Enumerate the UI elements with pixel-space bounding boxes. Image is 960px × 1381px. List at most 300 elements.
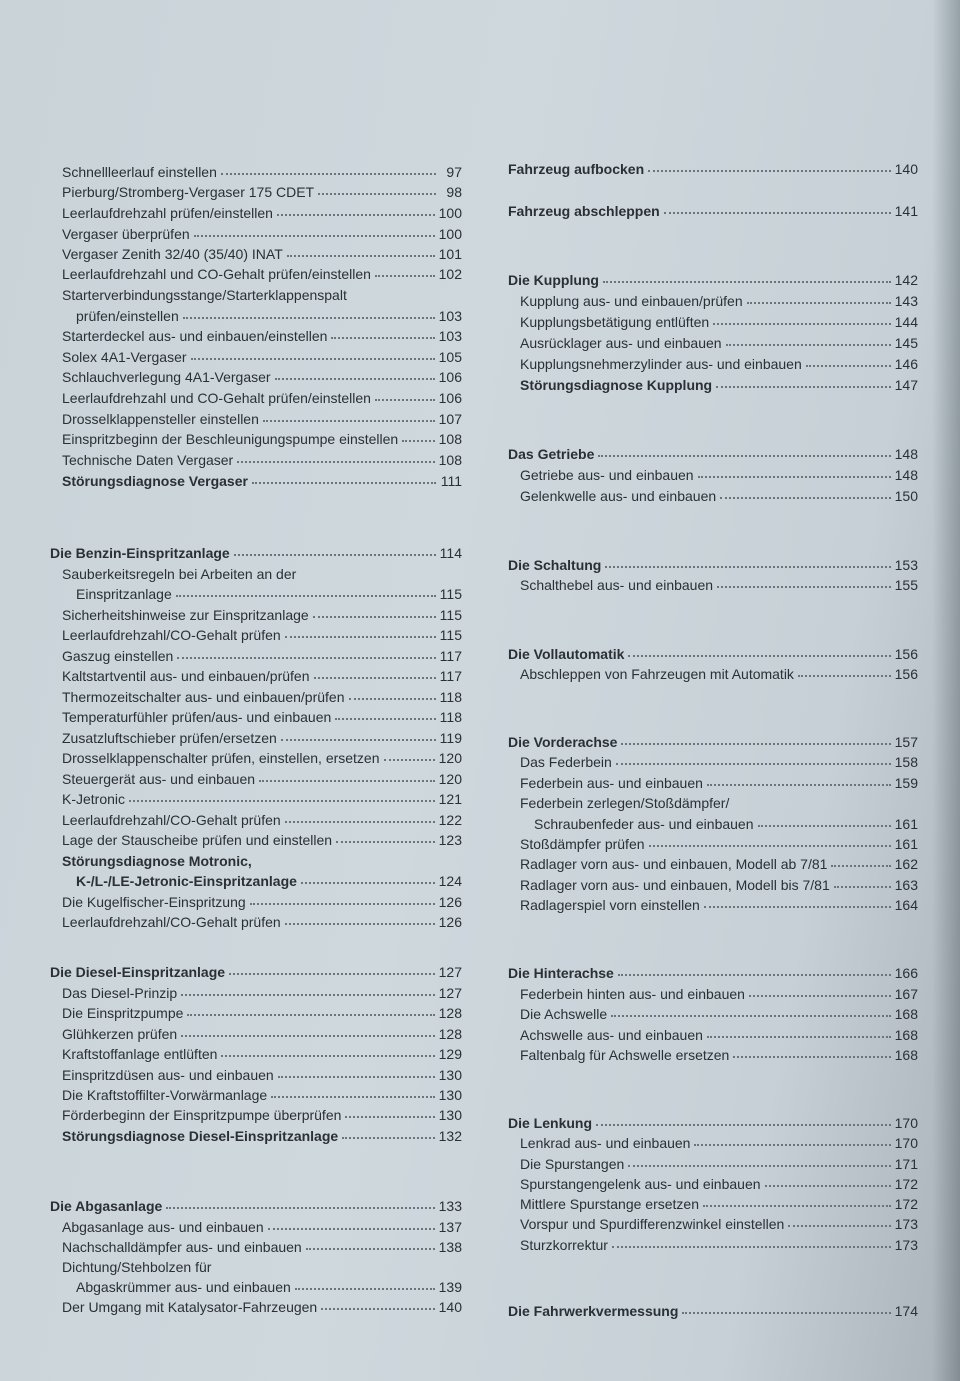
- dot-leader: [716, 375, 891, 388]
- dot-leader: [384, 748, 435, 761]
- toc-page-number: 161: [894, 836, 918, 852]
- toc-page-number: 145: [894, 335, 918, 351]
- dot-leader: [183, 306, 435, 319]
- dot-leader: [375, 264, 435, 277]
- toc-entry-title: Leerlaufdrehzahl/CO-Gehalt prüfen: [62, 812, 281, 828]
- toc-entry-title: Vorspur und Spurdifferenzwinkel einstellen: [520, 1216, 785, 1232]
- toc-page-number: 170: [894, 1135, 918, 1151]
- dot-leader: [402, 429, 434, 442]
- dot-leader: [648, 159, 891, 172]
- toc-entry: [50, 327, 462, 345]
- toc-page-number: 102: [438, 266, 462, 282]
- toc-page-number: 115: [439, 586, 462, 602]
- toc-page-number: 124: [438, 873, 462, 889]
- toc-entry-title: Schraubenfeder aus- und einbauen: [534, 816, 754, 832]
- toc-page-number: 130: [438, 1067, 462, 1083]
- toc-entry: [50, 585, 462, 603]
- toc-entry: [50, 852, 462, 870]
- toc-entry: [508, 753, 918, 771]
- toc-entry: [50, 410, 462, 428]
- toc-page-number: 172: [894, 1176, 918, 1192]
- dot-leader: [713, 312, 890, 325]
- toc-entry-title: Die Kraftstoffilter-Vorwärmanlage: [62, 1087, 268, 1103]
- toc-entry: [50, 667, 462, 685]
- toc-entry: [508, 1175, 918, 1193]
- toc-page-number: 118: [439, 689, 462, 705]
- toc-entry: [50, 1127, 462, 1145]
- toc-entry: [50, 204, 462, 222]
- toc-entry-title: Federbein aus- und einbauen: [520, 775, 703, 791]
- toc-entry: [50, 606, 462, 624]
- toc-entry-title: Radlager vorn aus- und einbauen, Modell ab 7/81: [520, 856, 828, 872]
- toc-page-number: 111: [440, 473, 462, 489]
- toc-entry: [50, 913, 462, 931]
- toc-entry-title: Leerlaufdrehzahl und CO-Gehalt prüfen/einstellen: [62, 266, 371, 282]
- toc-page-number: 172: [894, 1196, 918, 1212]
- toc-entry-title: Stoßdämpfer prüfen: [520, 836, 645, 852]
- dot-leader: [314, 666, 436, 679]
- toc-entry-title: Störungsdiagnose Vergaser: [62, 473, 248, 489]
- toc-page-number: 114: [439, 545, 462, 561]
- toc-page-number: 156: [894, 666, 918, 682]
- toc-page-number: 168: [894, 1027, 918, 1043]
- toc-entry: [50, 1045, 462, 1063]
- toc-page-number: 115: [439, 627, 462, 643]
- toc-entry: [50, 1086, 462, 1104]
- toc-entry-title: Kupplungsnehmerzylinder aus- und einbauen: [520, 356, 802, 372]
- dot-leader: [733, 1045, 890, 1058]
- toc-entry: [50, 472, 462, 490]
- toc-entry-title: Die Achswelle: [520, 1006, 608, 1022]
- toc-page-number: 166: [894, 965, 918, 981]
- dot-leader: [628, 644, 890, 657]
- toc-entry: [50, 831, 462, 849]
- toc-entry: [508, 466, 918, 484]
- toc-entry-title: Federbein zerlegen/Stoßdämpfer/: [520, 795, 730, 811]
- dot-leader: [176, 584, 436, 597]
- toc-entry: [50, 183, 462, 201]
- dot-leader: [271, 1085, 434, 1098]
- toc-entry: [508, 665, 918, 683]
- dot-leader: [717, 575, 891, 588]
- toc-entry: [50, 626, 462, 644]
- toc-page-number: 156: [894, 646, 918, 662]
- dot-leader: [616, 752, 891, 765]
- toc-entry-title: Einspritzdüsen aus- und einbauen: [62, 1067, 274, 1083]
- toc-page-number: 159: [894, 775, 918, 791]
- toc-page-number: 142: [894, 272, 918, 288]
- toc-entry-title: Pierburg/Stromberg-Vergaser 175 CDET: [62, 184, 315, 200]
- dot-leader: [758, 814, 891, 827]
- toc-page-number: 167: [894, 986, 918, 1002]
- toc-page-number: 150: [894, 488, 918, 504]
- toc-page-number: 115: [439, 607, 462, 623]
- toc-page-number: 143: [894, 293, 918, 309]
- toc-entry-title: Einspritzbeginn der Beschleunigungspumpe einstellen: [62, 431, 399, 447]
- toc-entry-title: Faltenbalg für Achswelle ersetzen: [520, 1047, 730, 1063]
- toc-entry: [50, 1298, 462, 1316]
- toc-page-number: 129: [438, 1046, 462, 1062]
- toc-page-number: 100: [438, 205, 462, 221]
- toc-entry-title: Vergaser überprüfen: [62, 226, 190, 242]
- toc-entry: [50, 708, 462, 726]
- dot-leader: [187, 1003, 434, 1016]
- dot-leader: [331, 326, 434, 339]
- dot-leader: [628, 1154, 890, 1167]
- toc-entry-title: Das Diesel-Prinzip: [62, 985, 178, 1001]
- toc-entry: [508, 1236, 918, 1254]
- toc-entry: [508, 855, 918, 873]
- toc-entry-title: Technische Daten Vergaser: [62, 452, 234, 468]
- dot-leader: [166, 1196, 434, 1209]
- dot-leader: [682, 1301, 890, 1314]
- toc-entry-title: Störungsdiagnose Kupplung: [520, 377, 713, 393]
- toc-entry: [50, 368, 462, 386]
- toc-page-number: 157: [894, 734, 918, 750]
- toc-entry-title: Kaltstartventil aus- und einbauen/prüfen: [62, 668, 310, 684]
- dot-leader: [259, 769, 435, 782]
- toc-page-number: 147: [894, 377, 918, 393]
- toc-page-number: 107: [438, 411, 462, 427]
- toc-page-number: 103: [438, 308, 462, 324]
- toc-entry-title: Dichtung/Stehbolzen für: [62, 1259, 212, 1275]
- toc-entry-title: Drosselklappenschalter prüfen, einstellen, ersetzen: [62, 750, 380, 766]
- dot-leader: [698, 465, 891, 478]
- toc-page-number: 121: [438, 791, 462, 807]
- dot-leader: [275, 367, 435, 380]
- toc-page-number: 103: [438, 328, 462, 344]
- toc-entry: [50, 389, 462, 407]
- toc-entry-title: Steuergerät aus- und einbauen: [62, 771, 256, 787]
- toc-page-number: 163: [894, 877, 918, 893]
- toc-entry-title: Förderbeginn der Einspritzpumpe überprüfen: [62, 1107, 342, 1123]
- toc-page-number: 127: [438, 985, 462, 1001]
- toc-entry: [50, 893, 462, 911]
- toc-entry-title: Mittlere Spurstange ersetzen: [520, 1196, 699, 1212]
- toc-entry-title: Schnellleerlauf einstellen: [62, 164, 217, 180]
- toc-entry: [50, 1025, 462, 1043]
- toc-page-number: 128: [438, 1005, 462, 1021]
- toc-entry: [50, 790, 462, 808]
- toc-entry-title: Die Einspritzpumpe: [62, 1005, 184, 1021]
- toc-page-number: 117: [439, 648, 462, 664]
- toc-section-heading: [508, 733, 918, 751]
- toc-entry: [508, 487, 918, 505]
- toc-entry: [50, 647, 462, 665]
- dot-leader: [285, 625, 436, 638]
- dot-leader: [831, 854, 890, 867]
- toc-entry-title: Die Spurstangen: [520, 1156, 625, 1172]
- dot-leader: [694, 1133, 890, 1146]
- toc-page-number: 146: [894, 356, 918, 372]
- toc-section-heading: [508, 160, 918, 178]
- toc-entry-title: Sauberkeitsregeln bei Arbeiten an der: [62, 566, 297, 582]
- dot-leader: [834, 875, 891, 888]
- toc-page-number: 100: [438, 226, 462, 242]
- toc-page-number: 120: [438, 771, 462, 787]
- dot-leader: [664, 201, 891, 214]
- toc-entry: [508, 576, 918, 594]
- toc-entry-title: Temperaturfühler prüfen/aus- und einbauen: [62, 709, 332, 725]
- toc-entry: [50, 163, 462, 181]
- toc-entry-title: Federbein hinten aus- und einbauen: [520, 986, 745, 1002]
- dot-leader: [349, 687, 436, 700]
- toc-entry-title: prüfen/einstellen: [76, 308, 179, 324]
- toc-entry-title: Drosselklappensteller einstellen: [62, 411, 259, 427]
- toc-entry-title: Achswelle aus- und einbauen: [520, 1027, 703, 1043]
- toc-entry: [50, 565, 462, 583]
- toc-entry-title: Vergaser Zenith 32/40 (35/40) INAT: [62, 246, 283, 262]
- toc-entry-title: Das Federbein: [520, 754, 612, 770]
- toc-entry: [508, 1215, 918, 1233]
- toc-page-number: 123: [438, 832, 462, 848]
- dot-leader: [375, 388, 435, 401]
- toc-entry: [508, 985, 918, 1003]
- toc-entry: [50, 688, 462, 706]
- toc-page-number: 161: [894, 816, 918, 832]
- dot-leader: [229, 962, 435, 975]
- toc-page-number: 106: [438, 390, 462, 406]
- toc-page-number: 148: [894, 467, 918, 483]
- toc-page-number: 144: [894, 314, 918, 330]
- dot-leader: [181, 983, 434, 996]
- toc-entry: [508, 815, 918, 833]
- toc-entry-title: Schalthebel aus- und einbauen: [520, 577, 714, 593]
- toc-entry-title: Nachschalldämpfer aus- und einbauen: [62, 1239, 302, 1255]
- dot-leader: [707, 1025, 891, 1038]
- toc-entry: [508, 1134, 918, 1152]
- dot-leader: [765, 1174, 891, 1187]
- toc-entry-title: Die Schaltung: [508, 557, 602, 573]
- dot-leader: [703, 1194, 891, 1207]
- toc-entry-title: Schlauchverlegung 4A1-Vergaser: [62, 369, 271, 385]
- toc-entry-title: Die Vollautomatik: [508, 646, 625, 662]
- toc-entry: [508, 376, 918, 394]
- toc-page-number: 130: [438, 1087, 462, 1103]
- toc-page-number: 105: [438, 349, 462, 365]
- toc-entry-title: Das Getriebe: [508, 446, 595, 462]
- toc-entry-title: Gaszug einstellen: [62, 648, 174, 664]
- toc-entry: [508, 313, 918, 331]
- toc-entry-title: Abschleppen von Fahrzeugen mit Automatik: [520, 666, 794, 682]
- toc-entry: [50, 348, 462, 366]
- toc-entry: [508, 1046, 918, 1064]
- toc-entry-title: Leerlaufdrehzahl/CO-Gehalt prüfen: [62, 627, 281, 643]
- toc-entry: [508, 835, 918, 853]
- toc-section-heading: [508, 1302, 918, 1320]
- toc-entry-title: Radlager vorn aus- und einbauen, Modell bis 7/81: [520, 877, 830, 893]
- toc-section-heading: [508, 271, 918, 289]
- dot-leader: [720, 486, 891, 499]
- toc-entry-title: Spurstangengelenk aus- und einbauen: [520, 1176, 761, 1192]
- toc-entry: [508, 1005, 918, 1023]
- toc-page-number: 174: [894, 1303, 918, 1319]
- toc-entry: [50, 1238, 462, 1256]
- dot-leader: [788, 1214, 890, 1227]
- toc-entry-title: Kupplung aus- und einbauen/prüfen: [520, 293, 743, 309]
- dot-leader: [749, 984, 891, 997]
- dot-leader: [612, 1235, 891, 1248]
- toc-entry: [50, 451, 462, 469]
- toc-section-heading: [50, 1197, 462, 1215]
- dot-leader: [806, 354, 891, 367]
- dot-leader: [598, 444, 890, 457]
- toc-entry-title: Abgasanlage aus- und einbauen: [62, 1219, 264, 1235]
- dot-leader: [234, 543, 436, 556]
- dot-leader: [747, 291, 891, 304]
- toc-page-number: 139: [438, 1279, 462, 1295]
- toc-entry-title: Die Diesel-Einspritzanlage: [50, 964, 226, 980]
- toc-entry-title: Störungsdiagnose Diesel-Einspritzanlage: [62, 1128, 339, 1144]
- toc-entry: [50, 749, 462, 767]
- toc-section-heading: [508, 445, 918, 463]
- toc-entry: [50, 872, 462, 890]
- dot-leader: [181, 1024, 434, 1037]
- toc-entry-title: Kupplungsbetätigung entlüften: [520, 314, 710, 330]
- dot-leader: [194, 224, 435, 237]
- toc-entry: [50, 1066, 462, 1084]
- toc-entry-title: Thermozeitschalter aus- und einbauen/prüfen: [62, 689, 345, 705]
- toc-entry: [508, 896, 918, 914]
- toc-entry-title: Zusatzluftschieber prüfen/ersetzen: [62, 730, 277, 746]
- toc-page-number: 119: [439, 730, 462, 746]
- dot-leader: [649, 834, 891, 847]
- dot-leader: [278, 1065, 435, 1078]
- dot-leader: [704, 895, 891, 908]
- toc-entry-title: Fahrzeug abschleppen: [508, 203, 660, 219]
- toc-page-number: 168: [894, 1047, 918, 1063]
- dot-leader: [611, 1004, 890, 1017]
- toc-section-heading: [50, 963, 462, 981]
- toc-page-number: 117: [439, 668, 462, 684]
- toc-page-number: 130: [438, 1107, 462, 1123]
- toc-entry-title: Lenkrad aus- und einbauen: [520, 1135, 691, 1151]
- toc-entry: [50, 265, 462, 283]
- toc-page-number: 141: [894, 203, 918, 219]
- dot-leader: [281, 728, 436, 741]
- toc-entry: [50, 286, 462, 304]
- toc-entry-title: Einspritzanlage: [76, 586, 172, 602]
- dot-leader: [250, 892, 435, 905]
- dot-leader: [287, 244, 435, 257]
- toc-page-number: 138: [438, 1239, 462, 1255]
- dot-leader: [603, 270, 891, 283]
- toc-entry: [50, 1218, 462, 1236]
- toc-page-number: 153: [894, 557, 918, 573]
- toc-entry-title: Glühkerzen prüfen: [62, 1026, 178, 1042]
- toc-page-number: 140: [438, 1299, 462, 1315]
- dot-leader: [285, 810, 435, 823]
- dot-leader: [596, 1113, 891, 1126]
- toc-page-number: 118: [439, 709, 462, 725]
- toc-entry-title: Leerlaufdrehzahl prüfen/einstellen: [62, 205, 273, 221]
- dot-leader: [707, 773, 891, 786]
- toc-page-number: 120: [438, 750, 462, 766]
- toc-entry-title: Die Kugelfischer-Einspritzung: [62, 894, 246, 910]
- toc-entry: [50, 811, 462, 829]
- toc-entry-title: Leerlaufdrehzahl und CO-Gehalt prüfen/einstellen: [62, 390, 371, 406]
- dot-leader: [798, 664, 891, 677]
- toc-page-number: 133: [438, 1198, 462, 1214]
- dot-leader: [252, 471, 436, 484]
- toc-entry: [508, 292, 918, 310]
- dot-leader: [335, 707, 435, 720]
- dot-leader: [345, 1105, 434, 1118]
- toc-page-number: 140: [894, 161, 918, 177]
- toc-entry-title: Die Kupplung: [508, 272, 599, 288]
- toc-page-number: 108: [438, 452, 462, 468]
- toc-entry-title: Ausrücklager aus- und einbauen: [520, 335, 722, 351]
- toc-section-heading: [50, 544, 462, 562]
- toc-entry: [50, 770, 462, 788]
- toc-page-number: 137: [438, 1219, 462, 1235]
- toc-section-heading: [508, 645, 918, 663]
- toc-entry-title: Die Vorderachse: [508, 734, 618, 750]
- dot-leader: [301, 871, 435, 884]
- dot-leader: [285, 912, 435, 925]
- toc-entry-title: Die Hinterachse: [508, 965, 614, 981]
- dot-leader: [336, 830, 435, 843]
- toc-entry: [508, 876, 918, 894]
- toc-entry-title: Solex 4A1-Vergaser: [62, 349, 187, 365]
- toc-entry: [50, 1278, 462, 1296]
- toc-page-number: 97: [446, 164, 462, 180]
- toc-entry: [508, 1195, 918, 1213]
- dot-leader: [268, 1217, 435, 1230]
- toc-entry-title: Abgaskrümmer aus- und einbauen: [76, 1279, 291, 1295]
- dot-leader: [295, 1277, 435, 1290]
- toc-page-number: 168: [894, 1006, 918, 1022]
- toc-entry-title: Lage der Stauscheibe prüfen und einstellen: [62, 832, 333, 848]
- toc-entry: [508, 334, 918, 352]
- dot-leader: [313, 605, 436, 618]
- toc-page-number: 126: [438, 894, 462, 910]
- dot-leader: [277, 203, 435, 216]
- toc-section-heading: [508, 1114, 918, 1132]
- toc-entry: [50, 1004, 462, 1022]
- toc-page-number: 162: [894, 856, 918, 872]
- toc-entry-title: Getriebe aus- und einbauen: [520, 467, 694, 483]
- dot-leader: [177, 646, 435, 659]
- dot-leader: [318, 182, 436, 195]
- toc-page-number: 173: [894, 1237, 918, 1253]
- toc-entry-title: Starterdeckel aus- und einbauen/einstellen: [62, 328, 328, 344]
- toc-section-heading: [508, 202, 918, 220]
- toc-entry-title: Sicherheitshinweise zur Einspritzanlage: [62, 607, 309, 623]
- toc-page-number: 126: [438, 914, 462, 930]
- toc-page-number: 128: [438, 1026, 462, 1042]
- toc-entry-title: Fahrzeug aufbocken: [508, 161, 645, 177]
- dot-leader: [129, 789, 435, 802]
- toc-entry-title: Starterverbindungsstange/Starterklappenspalt: [62, 287, 347, 303]
- toc-entry: [508, 794, 918, 812]
- dot-leader: [221, 162, 436, 175]
- toc-entry-title: Kraftstoffanlage entlüften: [62, 1046, 218, 1062]
- toc-page-number: 170: [894, 1115, 918, 1131]
- toc-entry: [508, 1155, 918, 1173]
- toc-entry-title: Radlagerspiel vorn einstellen: [520, 897, 700, 913]
- toc-entry: [50, 984, 462, 1002]
- toc-page-number: 108: [438, 431, 462, 447]
- toc-section-heading: [508, 964, 918, 982]
- toc-entry: [50, 1106, 462, 1124]
- dot-leader: [321, 1297, 434, 1310]
- toc-entry-title: Störungsdiagnose Motronic,: [62, 853, 252, 869]
- toc-page-number: 158: [894, 754, 918, 770]
- toc-entry-title: Die Abgasanlage: [50, 1198, 163, 1214]
- toc-entry: [50, 225, 462, 243]
- dot-leader: [263, 409, 435, 422]
